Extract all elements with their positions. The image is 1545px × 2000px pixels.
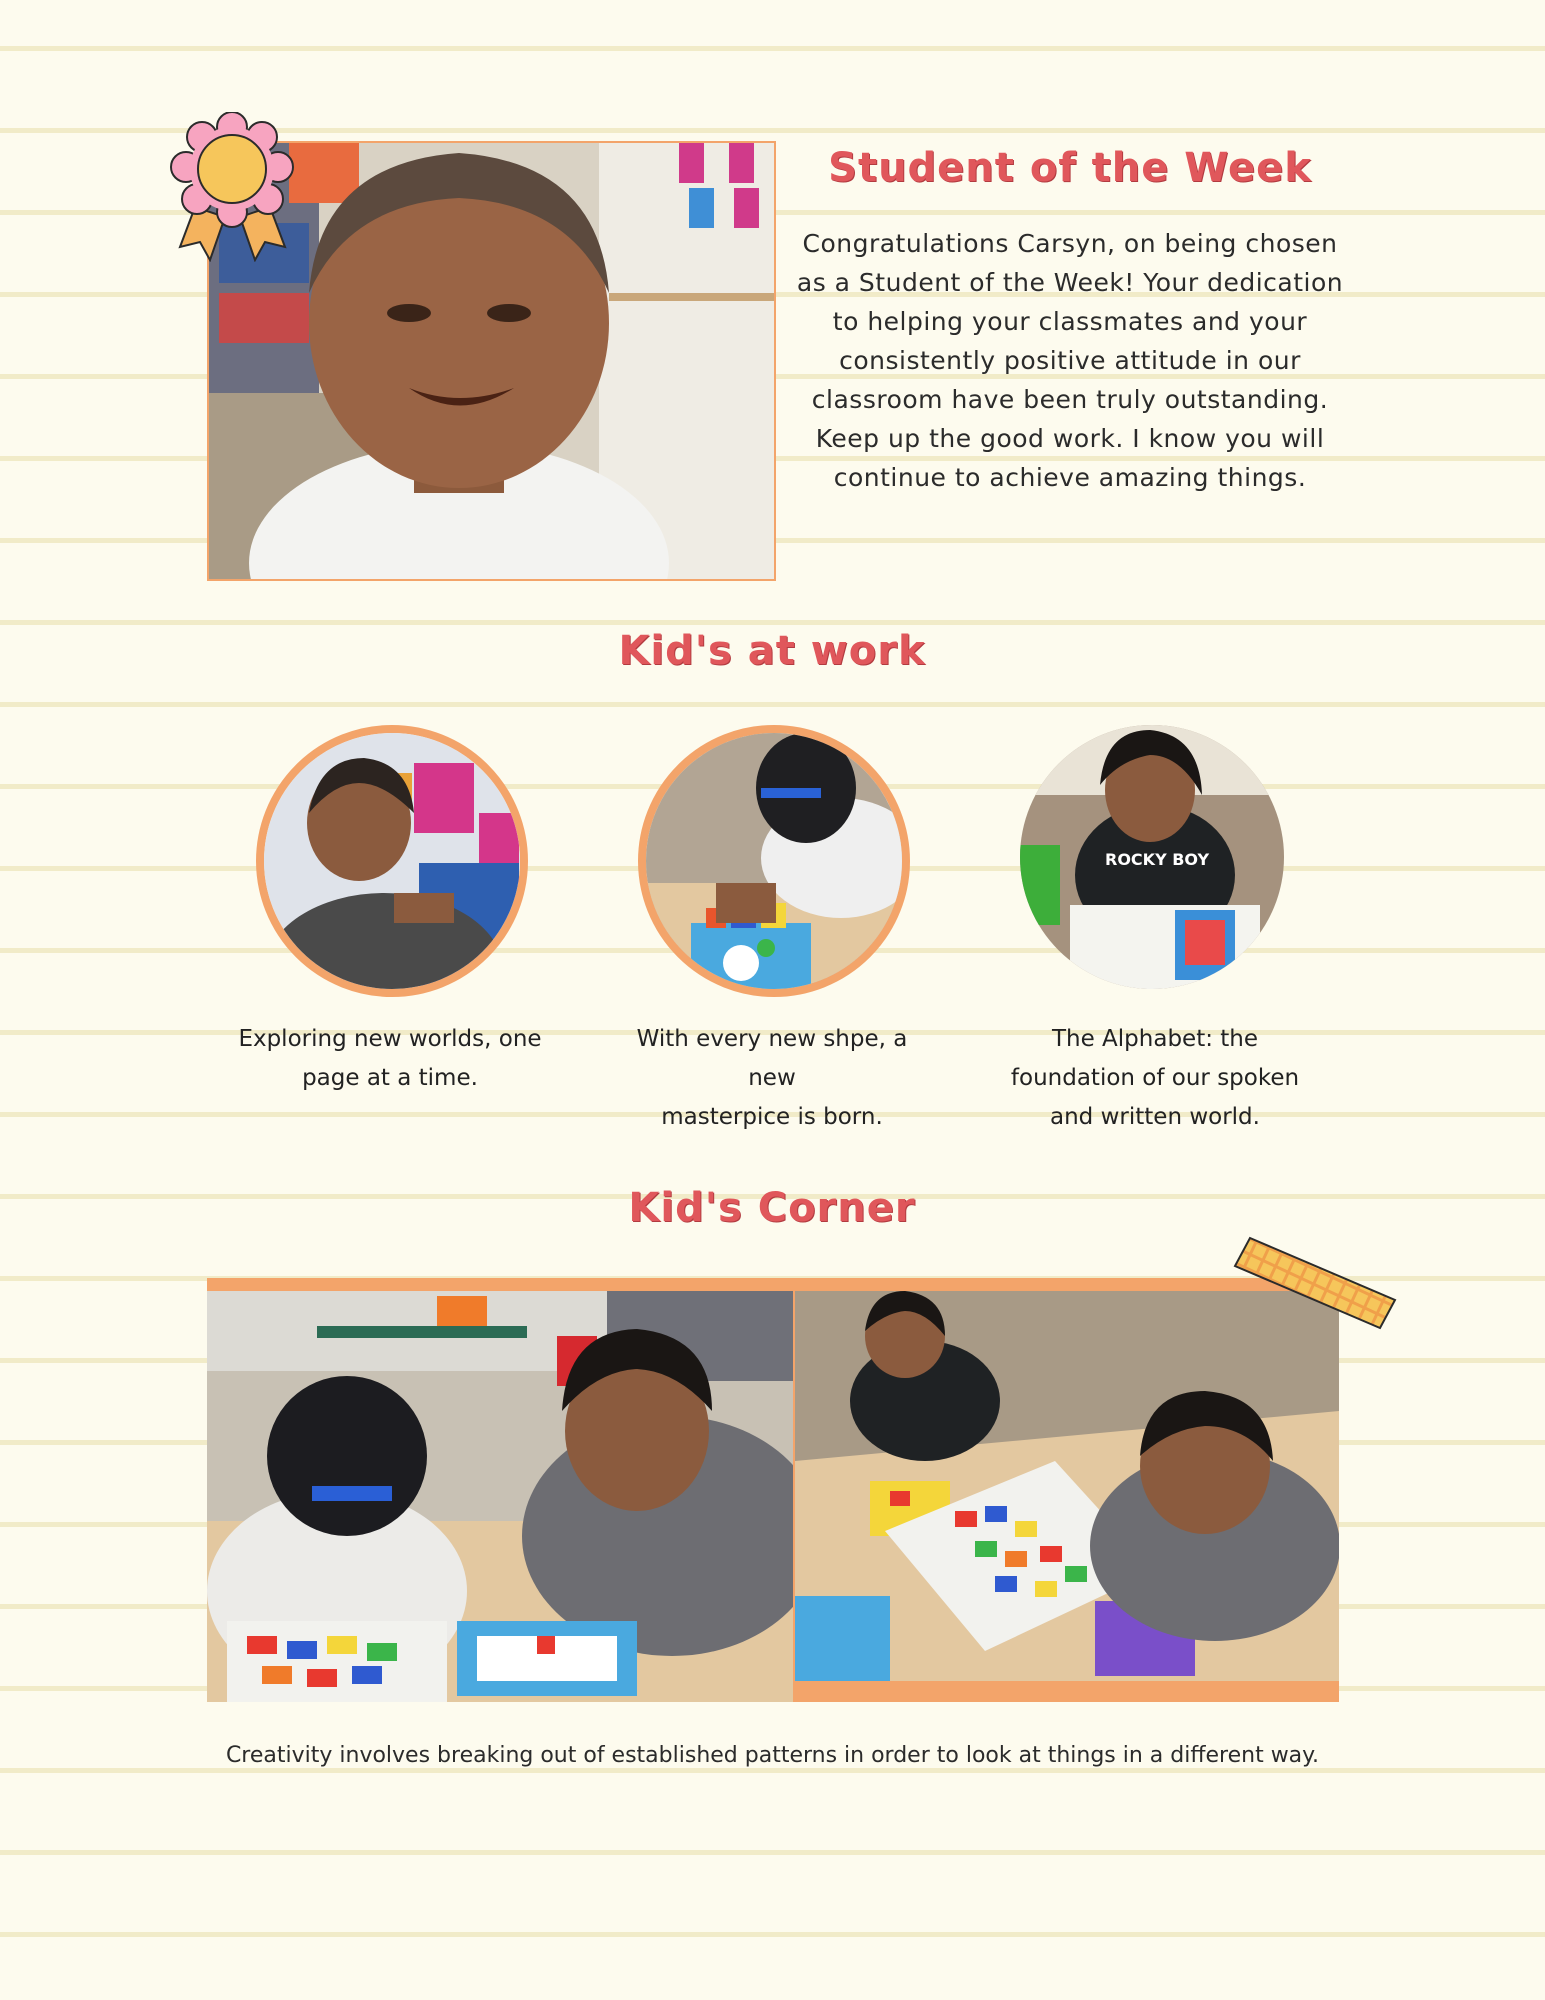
student-of-week-message — [780, 224, 1360, 497]
message-line: Congratulations Carsyn, on being chosen — [802, 229, 1338, 258]
work-photo-1 — [256, 725, 528, 997]
caption-line: Exploring new worlds, one — [238, 1026, 542, 1052]
message-line: to helping your classmates and your — [832, 307, 1308, 336]
corner-photo-2 — [795, 1291, 1339, 1681]
caption-line: With every new shpe, a new — [636, 1026, 908, 1091]
message-line: classroom have been truly outstanding. — [811, 385, 1329, 414]
corner-photo-1 — [207, 1291, 793, 1702]
shirt-text: ROCKY BOY — [1105, 850, 1210, 869]
rosette-badge-icon — [170, 112, 295, 262]
message-line: as a Student of the Week! Your dedication — [796, 268, 1344, 297]
caption-line: masterpice is born. — [661, 1104, 883, 1130]
caption-line: The Alphabet: the — [1051, 1026, 1259, 1052]
work-caption-2 — [612, 1020, 932, 1137]
caption-line: and written world. — [1050, 1104, 1260, 1130]
work-photo-2 — [638, 725, 910, 997]
caption-line: foundation of our spoken — [1010, 1065, 1300, 1091]
work-photo-3 — [1020, 725, 1284, 989]
work-caption-1 — [230, 1020, 550, 1098]
caption-line: page at a time. — [302, 1065, 478, 1091]
work-caption-3 — [995, 1020, 1315, 1137]
message-line: consistently positive attitude in our — [839, 346, 1301, 375]
tape-decoration-icon — [1230, 1228, 1400, 1338]
kids-corner-title: Kid's Corner — [628, 1185, 916, 1231]
student-of-week-title: Student of the Week — [828, 145, 1312, 191]
message-line: Keep up the good work. I know you will — [815, 424, 1325, 453]
kids-at-work-title: Kid's at work — [618, 628, 926, 674]
kids-corner-quote: Creativity involves breaking out of established patterns in order to look at things in a different way. — [225, 1743, 1320, 1768]
message-line: continue to achieve amazing things. — [833, 463, 1307, 492]
